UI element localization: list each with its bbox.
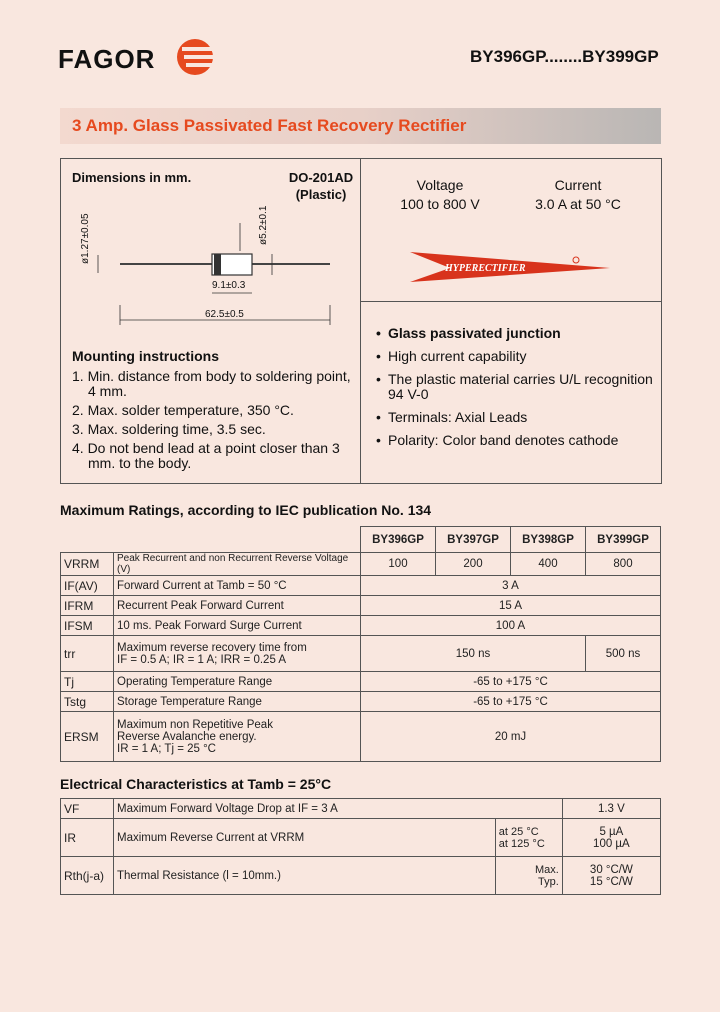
row-description-line: Reverse Avalanche energy.	[117, 730, 257, 743]
row-description	[114, 636, 361, 672]
fagor-logo-icon	[172, 38, 218, 76]
row-symbol: Tj	[61, 672, 114, 692]
row-description-line: IF = 0.5 A; IR = 1 A; IRR = 0.25 A	[117, 653, 287, 666]
col-header: BY397GP	[436, 527, 511, 553]
row-condition: Max.	[534, 863, 559, 876]
table-row	[61, 576, 661, 596]
row-description: Recurrent Peak Forward Current	[114, 596, 361, 616]
feature-item: • High current capability	[376, 349, 656, 364]
document-title: 3 Amp. Glass Passivated Fast Recovery Rectifier	[72, 116, 467, 135]
row-value: 400	[511, 553, 586, 576]
row-value: 100	[361, 553, 436, 576]
total-length-dim: 62.5±0.5	[205, 309, 244, 320]
row-value: -65 to +175 °C	[361, 672, 661, 692]
row-description-line: Maximum reverse recovery time from	[117, 641, 307, 654]
body-diameter-dim: ø5.2±0.1	[258, 205, 269, 245]
mounting-item: 3. Max. soldering time, 3.5 sec.	[72, 421, 266, 437]
row-symbol: IFSM	[61, 616, 114, 636]
row-description-line: IR = 1 A; Tj = 25 °C	[117, 742, 216, 755]
table-row	[61, 799, 661, 819]
current-label: Current	[554, 177, 602, 193]
row-description: Peak Recurrent and non Recurrent Reverse Voltage (V)	[114, 553, 361, 576]
row-symbol: Tstg	[61, 692, 114, 712]
current-value: 3.0 A at 50 °C	[535, 196, 621, 212]
table-row	[61, 672, 661, 692]
row-value: 100 A	[361, 616, 661, 636]
row-description: Thermal Resistance (l = 10mm.)	[114, 857, 496, 895]
row-description: Maximum Forward Voltage Drop at IF = 3 A	[114, 799, 563, 819]
row-value: 15 °C/W	[589, 875, 633, 888]
row-description: Forward Current at Tamb = 50 °C	[114, 576, 361, 596]
col-header: BY396GP	[361, 527, 436, 553]
brand-logo-text: FAGOR	[58, 44, 156, 74]
table-row	[61, 596, 661, 616]
row-symbol: ERSM	[61, 712, 114, 762]
row-conditions	[495, 857, 562, 895]
row-symbol: VF	[61, 799, 114, 819]
row-values	[562, 857, 660, 895]
voltage-label: Voltage	[416, 177, 464, 193]
row-description: 10 ms. Peak Forward Surge Current	[114, 616, 361, 636]
features-list	[376, 326, 656, 456]
row-description-line: Maximum non Repetitive Peak	[117, 718, 273, 731]
feature-item: • The plastic material carries U/L recognition 94 V-0	[376, 372, 656, 402]
row-value: 3 A	[361, 576, 661, 596]
table-row	[61, 553, 661, 576]
row-symbol: Rth(j-a)	[61, 857, 114, 895]
mounting-list	[72, 369, 357, 475]
table-row	[61, 857, 661, 895]
row-condition: Typ.	[538, 875, 559, 888]
feature-item: • Terminals: Axial Leads	[376, 410, 656, 425]
electrical-title: Electrical Characteristics at Tamb = 25°C	[60, 776, 332, 792]
mounting-item: 2. Max. solder temperature, 350 °C.	[72, 402, 294, 418]
dimensions-label: Dimensions in mm.	[72, 170, 192, 185]
row-value: 1.3 V	[562, 799, 660, 819]
col-header: BY398GP	[511, 527, 586, 553]
package-name: DO-201AD	[288, 170, 354, 185]
part-number-range: BY396GP........BY399GP	[470, 47, 659, 66]
body-length-dim: 9.1±0.3	[212, 280, 246, 291]
ratings-title: Maximum Ratings, according to IEC publication No. 134	[60, 502, 432, 518]
voltage-value: 100 to 800 V	[400, 196, 480, 212]
row-value: 500 ns	[586, 636, 661, 672]
feature-item: • Glass passivated junction	[376, 326, 656, 341]
row-value: 150 ns	[361, 636, 586, 672]
col-header: BY399GP	[586, 527, 661, 553]
row-value: -65 to +175 °C	[361, 692, 661, 712]
mounting-title: Mounting instructions	[72, 348, 219, 364]
table-row	[61, 636, 661, 672]
row-condition: at 125 °C	[498, 837, 545, 850]
row-description: Operating Temperature Range	[114, 672, 361, 692]
row-symbol: IF(AV)	[61, 576, 114, 596]
table-row	[61, 616, 661, 636]
row-value: 200	[436, 553, 511, 576]
row-value: 100 µA	[593, 837, 630, 850]
brand-badge-text: HYPERECTIFIER	[445, 263, 526, 274]
row-value: 15 A	[361, 596, 661, 616]
ratings-table	[60, 526, 661, 762]
row-value: 5 µA	[599, 825, 624, 838]
row-symbol: IFRM	[61, 596, 114, 616]
lead-diameter-dim: ø1.27±0.05	[80, 213, 91, 264]
table-row	[61, 819, 661, 857]
row-symbol: VRRM	[61, 553, 114, 576]
row-value: 30 °C/W	[589, 863, 633, 876]
info-box-divider-h	[360, 301, 661, 302]
row-symbol: trr	[61, 636, 114, 672]
row-description: Maximum Reverse Current at VRRM	[114, 819, 496, 857]
row-values	[562, 819, 660, 857]
table-row	[61, 692, 661, 712]
row-symbol: IR	[61, 819, 114, 857]
row-value: 800	[586, 553, 661, 576]
info-box-divider-v	[360, 158, 361, 484]
row-description	[114, 712, 361, 762]
row-condition: at 25 °C	[498, 825, 539, 838]
mounting-item: 1. Min. distance from body to soldering point, 4 mm.	[72, 368, 351, 399]
row-value: 20 mJ	[361, 712, 661, 762]
feature-item: • Polarity: Color band denotes cathode	[376, 433, 656, 448]
package-type: (Plastic)	[295, 187, 347, 202]
row-conditions	[495, 819, 562, 857]
electrical-table	[60, 798, 661, 895]
table-row	[61, 712, 661, 762]
mounting-item: 4. Do not bend lead at a point closer than 3 mm. to the body.	[72, 440, 340, 471]
row-description: Storage Temperature Range	[114, 692, 361, 712]
